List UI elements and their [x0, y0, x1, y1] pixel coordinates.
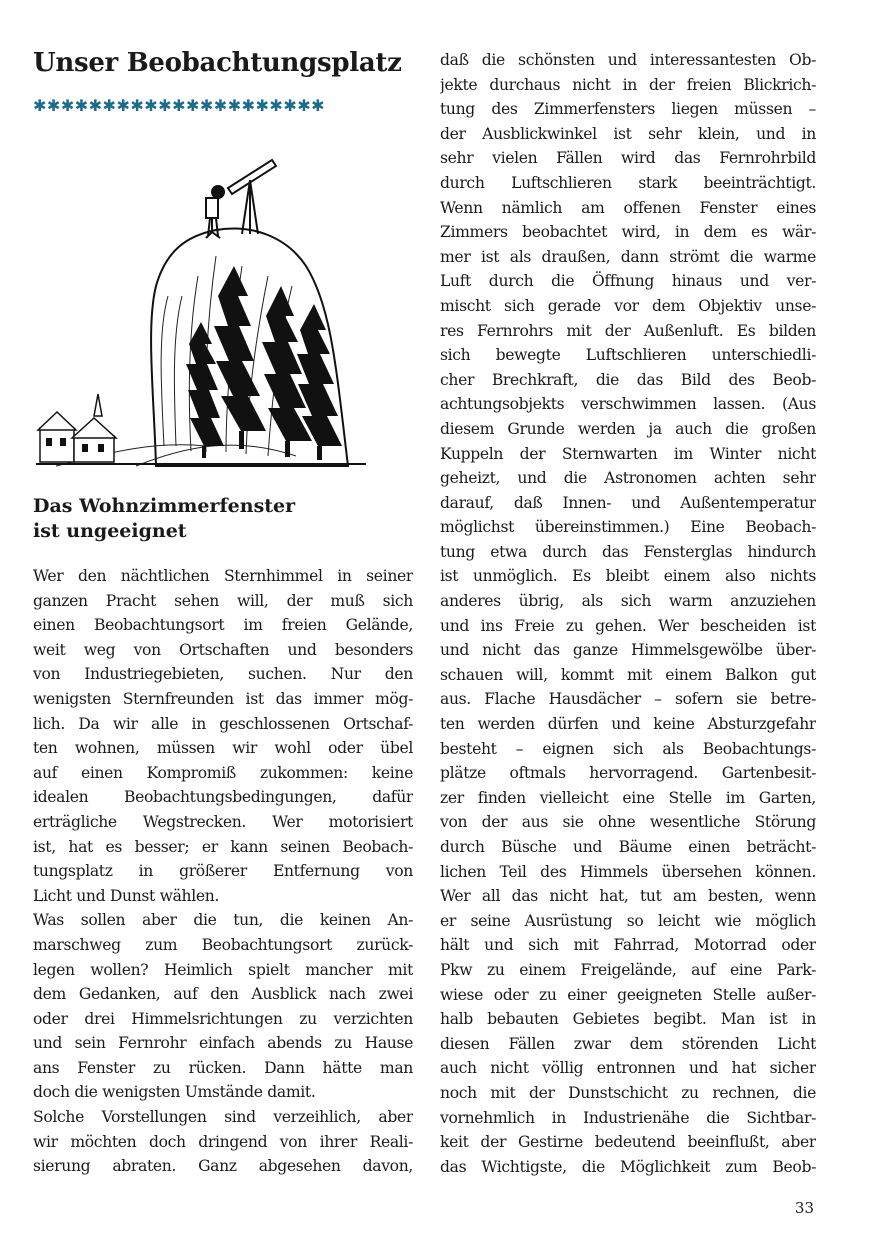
text-line: wenigsten Sternfreunden ist das immer mög-	[33, 689, 413, 708]
text-line: weit weg von Ortschaften und besonders	[33, 640, 413, 659]
text-line: der Ausblickwinkel ist sehr klein, und in	[440, 124, 816, 143]
text-line: lich. Da wir alle in geschlossenen Ortschaf-	[33, 714, 413, 733]
text-line: besteht – eignen sich als Beobachtungs-	[440, 739, 816, 758]
observer-with-telescope-on-hill-icon	[36, 146, 366, 468]
section-heading	[33, 494, 413, 544]
text-line: und sein Fernrohr einfach abends zu Hause	[33, 1034, 413, 1053]
text-line: cher Brechkraft, die das Bild des Beob-	[440, 370, 816, 389]
text-line: sierung abraten. Ganz abgesehen davon,	[33, 1157, 413, 1176]
text-line: Wer all das nicht hat, tut am besten, wenn	[440, 887, 816, 906]
text-line: von Industriegebieten, suchen. Nur den	[33, 665, 413, 684]
text-line: sich bewegte Luftschlieren unterschiedli-	[440, 346, 816, 365]
page-title: Unser Beobachtungsplatz	[33, 48, 402, 78]
star-divider: ✱✱✱✱✱✱✱✱✱✱✱✱✱✱✱✱✱✱✱✱✱	[33, 96, 326, 115]
text-line: Licht und Dunst wählen.	[33, 886, 220, 905]
text-line: Luft durch die Öffnung hinaus und ver-	[440, 272, 816, 291]
text-line: keit der Gestirne bedeutend beeinflußt, aber	[440, 1133, 816, 1152]
text-line: marschweg zum Beobachtungsort zurück-	[33, 935, 413, 954]
text-line: ten werden dürfen und keine Absturzgefahr	[440, 715, 816, 734]
text-line: ganzen Pracht sehen will, der muß sich	[33, 591, 413, 610]
text-line: durch Luftschlieren stark beeinträchtigt.	[440, 173, 816, 192]
text-line: Pkw zu einem Freigelände, auf eine Park-	[440, 960, 816, 979]
text-line: halb bebauten Gebietes begibt. Man ist in	[440, 1010, 816, 1029]
text-line: doch die wenigsten Umstände damit.	[33, 1083, 316, 1102]
text-line: ans Fenster zu rücken. Dann hätte man	[33, 1058, 413, 1077]
text-line: auf einen Kompromiß zukommen: keine	[33, 763, 413, 782]
text-line: noch mit der Dunstschicht zu rechnen, die	[440, 1083, 816, 1102]
text-line: dem Gedanken, auf den Ausblick nach zwei	[33, 985, 413, 1004]
text-line: ten wohnen, müssen wir wohl oder übel	[33, 739, 413, 758]
text-line: und nicht das ganze Himmelsgewölbe über-	[440, 641, 816, 660]
text-line: Zimmers beobachtet wird, in dem es wär-	[440, 223, 816, 242]
text-line: geheizt, und die Astronomen achten sehr	[440, 469, 816, 488]
left-text-column	[33, 564, 413, 1179]
right-text-column	[440, 48, 816, 1179]
text-line: tung des Zimmerfensters liegen müssen –	[440, 100, 816, 119]
text-line: Was sollen aber die tun, die keinen An-	[33, 911, 413, 930]
text-line: anderes übrig, als sich warm anzuziehen	[440, 592, 816, 611]
text-line: mer ist als draußen, dann strömt die warme	[440, 247, 816, 266]
text-line: Kuppeln der Sternwarten im Winter nicht	[440, 444, 816, 463]
text-line: lichen Teil des Himmels übersehen können.	[440, 862, 816, 881]
text-line: erträgliche Wegstrecken. Wer motorisiert	[33, 812, 413, 831]
text-line: ist unmöglich. Es bleibt einem also nichts	[440, 567, 816, 586]
text-line: vornehmlich in Industrienähe die Sichtbar-	[440, 1108, 816, 1127]
text-line: hält und sich mit Fahrrad, Motorrad oder	[440, 936, 816, 955]
text-line: Wer den nächtlichen Sternhimmel in seiner	[33, 567, 413, 585]
text-line: Wenn nämlich am offenen Fenster eines	[440, 198, 816, 217]
text-line: idealen Beobachtungsbedingungen, dafür	[33, 788, 413, 807]
text-line: res Fernrohrs mit der Außenluft. Es bilden	[440, 321, 816, 340]
text-line: aus. Flache Hausdächer – sofern sie betre-	[440, 690, 816, 709]
text-line: wir möchten doch dringend von ihrer Reali-	[33, 1132, 413, 1151]
text-line: möglichst übereinstimmen.) Eine Beobach-	[440, 518, 816, 537]
text-line: schauen will, kommt mit einem Balkon gut	[440, 665, 816, 684]
text-line: oder drei Himmelsrichtungen zu verzichten	[33, 1009, 413, 1028]
text-line: Solche Vorstellungen sind verzeihlich, aber	[33, 1108, 413, 1127]
text-line: wiese oder zu einer geeigneten Stelle außer-	[440, 985, 816, 1004]
text-line: diesen Fällen zwar dem störenden Licht	[440, 1034, 816, 1053]
text-line: tung etwa durch das Fensterglas hindurch	[440, 542, 816, 561]
text-line: darauf, daß Innen- und Außentemperatur	[440, 493, 816, 512]
text-line: legen wollen? Heimlich spielt mancher mit	[33, 960, 413, 979]
section-heading-line: Das Wohnzimmerfenster	[33, 495, 296, 517]
text-line: diesem Grunde werden ja auch die großen	[440, 419, 816, 438]
text-line: auch nicht völlig entronnen und hat sicher	[440, 1059, 816, 1078]
text-line: achtungsobjekts verschwimmen lassen. (Aus	[440, 395, 816, 414]
text-line: er seine Ausrüstung so leicht wie möglich	[440, 911, 816, 930]
text-line: das Wichtigste, die Möglichkeit zum Beob-	[440, 1157, 816, 1176]
text-line: sehr vielen Fällen wird das Fernrohrbild	[440, 149, 816, 168]
page-number: 33	[794, 1199, 814, 1217]
text-line: tungsplatz in größerer Entfernung von	[33, 862, 413, 881]
text-line: zer finden vielleicht eine Stelle im Garten,	[440, 788, 816, 807]
text-line: durch Büsche und Bäume einen beträcht-	[440, 838, 816, 856]
text-line: einen Beobachtungsort im freien Gelände,	[33, 616, 413, 635]
text-line: von der aus sie ohne wesentliche Störung	[440, 813, 816, 832]
text-line: plätze oftmals hervorragend. Gartenbesit-	[440, 764, 816, 783]
section-heading-line: ist ungeeignet	[33, 520, 187, 542]
text-line: und ins Freie zu gehen. Wer bescheiden ist	[440, 616, 816, 635]
text-line: daß die schönsten und interessantesten Ob-	[440, 51, 816, 69]
text-line: jekte durchaus nicht in der freien Blickrich-	[440, 75, 816, 94]
text-line: mischt sich gerade vor dem Objektiv unse-	[440, 296, 816, 315]
text-line: ist, hat es besser; er kann seinen Beobach-	[33, 837, 413, 856]
